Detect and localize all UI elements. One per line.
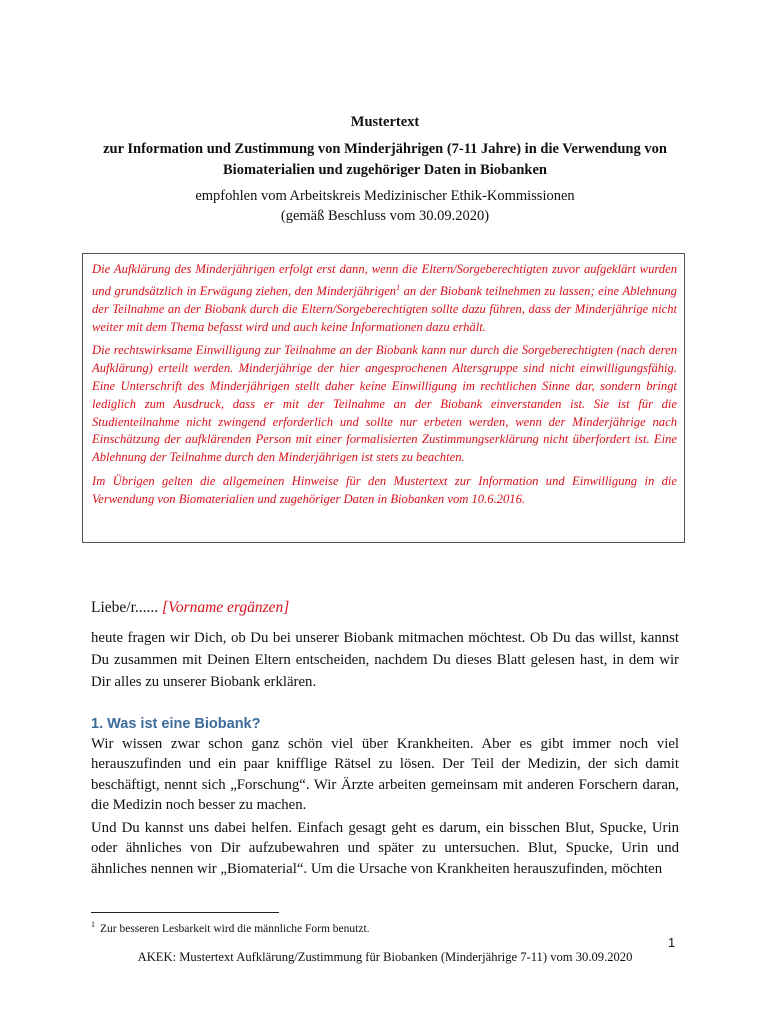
intro-paragraph: heute fragen wir Dich, ob Du bei unserer Biobank mitmachen möchtest. Ob Du das willst, kannst Du zusammen mit Deinen Eltern entscheiden, nachdem Du dieses Blatt gelesen hast, in dem wir Dir alles zu unserer Biobank erklären. [91,630,679,690]
footnote-mark: 1 [91,920,95,929]
notice-paragraph-2: Die rechtswirksame Einwilligung zur Teilnahme an der Biobank kann nur durch die Sorgeberechtigten (nach deren Aufklärung) erteilt werden. Minderjährige der hier angesprochenen Altersgruppe sind nicht einwilligungsfähig. Eine Unterschrift des Minderjährigen stellt daher keine Einwilligung im rechtlichen Sinne dar, sondern bringt lediglich zum Ausdruck, dass er mit der Teilnahme an der Biobank einverstanden ist. Sie ist für die Studienteilnahme nicht zwingend erforderlich und sollte nur erbeten werden, wenn der Minderjährige nach Einschätzung der aufklärenden Person mit einer formalisierten Zustimmungserklärung nicht überfordert ist. Eine Ablehnung der Teilnahme durch den Minderjährigen ist stets zu beachten. [92,343,677,465]
recommended-by: empfohlen vom Arbeitskreis Medizinischer Ethik-Kommissionen [195,188,575,204]
section-heading: 1. Was ist eine Biobank? [91,716,261,732]
resolution-date: (gemäß Beschluss vom 30.09.2020) [280,208,490,224]
footnote-text: Zur besseren Lesbarkeit wird die männliche Form benutzt. [100,922,370,935]
section-paragraph-2: Und Du kannst uns dabei helfen. Einfach gesagt geht es darum, ein bisschen Blut, Spucke, Urin oder ähnliches von Dir aufzubewahren und später zu untersuchen. Blut, Spucke, Urin und ähnliches nennen wir „Biomaterial“. Um die Ursache von Krankheiten herauszufinden, möchten [91,820,679,877]
footnote-reference: 1 [396,282,401,292]
footnote [91,920,370,935]
salutation: Liebe/r...... [Vorname ergänzen] [91,599,290,616]
notice-paragraph-1: Die Aufklärung des Minderjährigen erfolgt erst dann, wenn die Eltern/Sorgeberechtigten zuvor aufgeklärt wurden und grundsätzlich in Erwägung ziehen, den Minderjährigen$^1$ an der Biobank teilnehmen zu lassen; eine Ablehnung der Teilnahme an der Biobank durch die Eltern/Sorgeberechtigten sollte dazu führen, dass der Minderjährige nicht weiter mit dem Thema befasst wird und auch keine Informationen dazu erhält. [92,262,677,334]
page-number: 1 [668,935,676,950]
document-subtitle: zur Information und Zustimmung von Minderjährigen (7-11 Jahre) in die Verwendung von Biomaterialien und zugehöriger Daten in Biobanken [103,141,667,178]
notice-paragraph-3: Im Übrigen gelten die allgemeinen Hinweise für den Mustertext zur Information und Einwilligung in die Verwendung von Biomaterialien und zugehöriger Daten in Biobanken vom 10.6.2016. [92,473,677,506]
page-footer: AKEK: Mustertext Aufklärung/Zustimmung für Biobanken (Minderjährige 7-11) vom 30.09.2020 [137,950,633,964]
recommendation-block [0,186,770,226]
footnote-divider [91,912,279,913]
name-placeholder: [Vorname ergänzen] [162,599,290,616]
document-title: Mustertext [350,114,420,130]
section-paragraph-1: Wir wissen zwar schon ganz schön viel über Krankheiten. Aber es gibt immer noch viel herauszufinden und ein paar knifflige Rätsel zu lösen. Der Teil der Medizin, der sich damit beschäftigt, nennt sich „Forschung“. Wir Ärzte arbeiten gemeinsam mit anderen Forschern daran, die Medizin noch besser zu machen. [91,736,679,813]
notice-box [82,253,685,543]
